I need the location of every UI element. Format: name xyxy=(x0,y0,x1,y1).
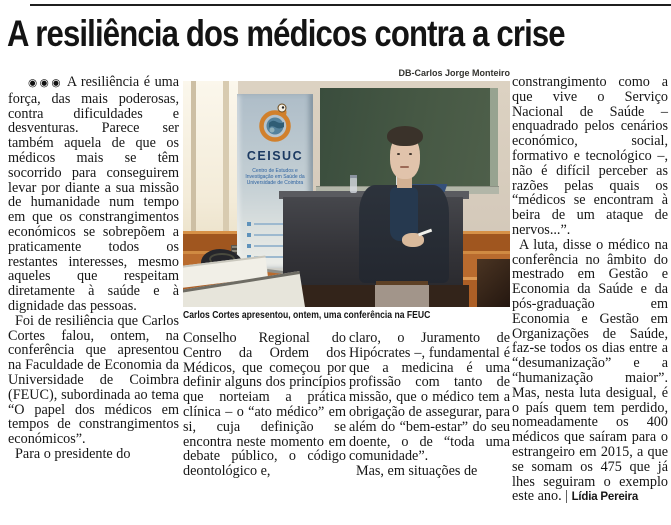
cup xyxy=(350,177,357,193)
presenter-hair xyxy=(387,126,423,146)
lead-bullets-icon: ◉◉◉ xyxy=(28,78,64,89)
snake-globe-logo-icon xyxy=(253,101,297,147)
paragraph-text: A resiliência é uma força, das mais poderosas, contra dificuldades e desventuras. Parece ser também aquela de que os médicos mais se têm socorrido para conseguirem levar por diante a sua missão de humanidade num tempo em que os constrangimentos económicos se sobrepõem a praticamente todos os restantes interesses, mesmo aqueles que respeitam diretamente à saúde e à dignidade das pessoas. xyxy=(8,74,179,314)
photo-caption: Carlos Cortes apresentou, ontem, uma conferência na FEUC xyxy=(183,309,431,321)
paragraph: Conselho Regional do Centro da Ordem dos Médicos, que começou por definir alguns dos princípios que norteiam a prática clínica – o “ato médico” em si, cuja definição se encontra neste momento em debate público, o código deontológico e, xyxy=(183,330,346,480)
article-column-3 xyxy=(349,331,510,479)
paragraph-text: A luta, disse o médico na conferência no âmbito do mestrado em Gestão e Economia da Saúde e da pós-graduação em Economia e Gestão em Organizações de Saúde, faz-se todos os dias entre a “desumanização” e a “humanização maior”. Mas, nesta luta desigual, é o país quem tem perdido, nomeadamente os 400 médicos que saíram para o estrangeiro em 2015, a que se somam os 475 que já lhes seguiram o exemplo este ano. | xyxy=(512,236,668,505)
window-mullion xyxy=(191,81,196,253)
floor-shadow xyxy=(477,259,510,307)
banner-subtitle-line: Investigação em Saúde da xyxy=(245,174,305,180)
paragraph xyxy=(8,75,179,314)
banner-subtitle-line: Centro de Estudos e xyxy=(252,168,298,174)
article-column-4 xyxy=(512,75,668,505)
paragraph: Mas, em situações de xyxy=(356,463,478,480)
presenter-mouth xyxy=(400,166,409,168)
banner-subtitle xyxy=(237,168,313,186)
paragraph: Para o presidente do xyxy=(15,445,131,462)
paragraph: Foi de resiliência que Carlos Cortes falou, ontem, na conferência que apresentou na Faculdade de Economia da Universidade de Coimbra (FEUC), subordinada ao tema “O papel dos médicos em tempos de constrangimentos económicos”. xyxy=(8,312,179,448)
paragraph: constrangimento como a que vive o Serviço Nacional de Saúde – enquadrado pelos cenários económico, social, formativo e tecnológico –, não é difícil perceber as razões pelas quais os “médicos se encontram à beira de um ataque de nervos...”. xyxy=(512,74,668,238)
article-column-1 xyxy=(8,75,179,462)
paragraph: claro, o Juramento de Hipócrates –, fundamental é que a medicina é uma profissão com tanto de missão, que o médico tem a obrigação de assegurar, para além do “bem-estar” do seu doente, o de “toda uma comunidade”. xyxy=(349,330,510,465)
presenter-eye xyxy=(409,153,412,155)
byline: Lídia Pereira xyxy=(571,491,639,504)
photo-credit: DB-Carlos Jorge Monteiro xyxy=(398,68,510,78)
window-mullion xyxy=(223,81,229,253)
paragraph xyxy=(512,238,668,505)
banner-subtitle-line: Universidade de Coimbra xyxy=(246,180,304,186)
presenter-eye xyxy=(397,153,400,155)
article-column-2 xyxy=(183,331,346,479)
top-rule xyxy=(30,4,671,6)
cup-lid xyxy=(350,175,357,178)
conference-photo xyxy=(183,81,510,307)
presenter-trousers xyxy=(375,285,429,307)
chalkboard-frame xyxy=(490,88,498,188)
article-headline: A resiliência dos médicos contra a crise xyxy=(7,13,565,54)
banner-title: CEISUC xyxy=(246,149,304,163)
